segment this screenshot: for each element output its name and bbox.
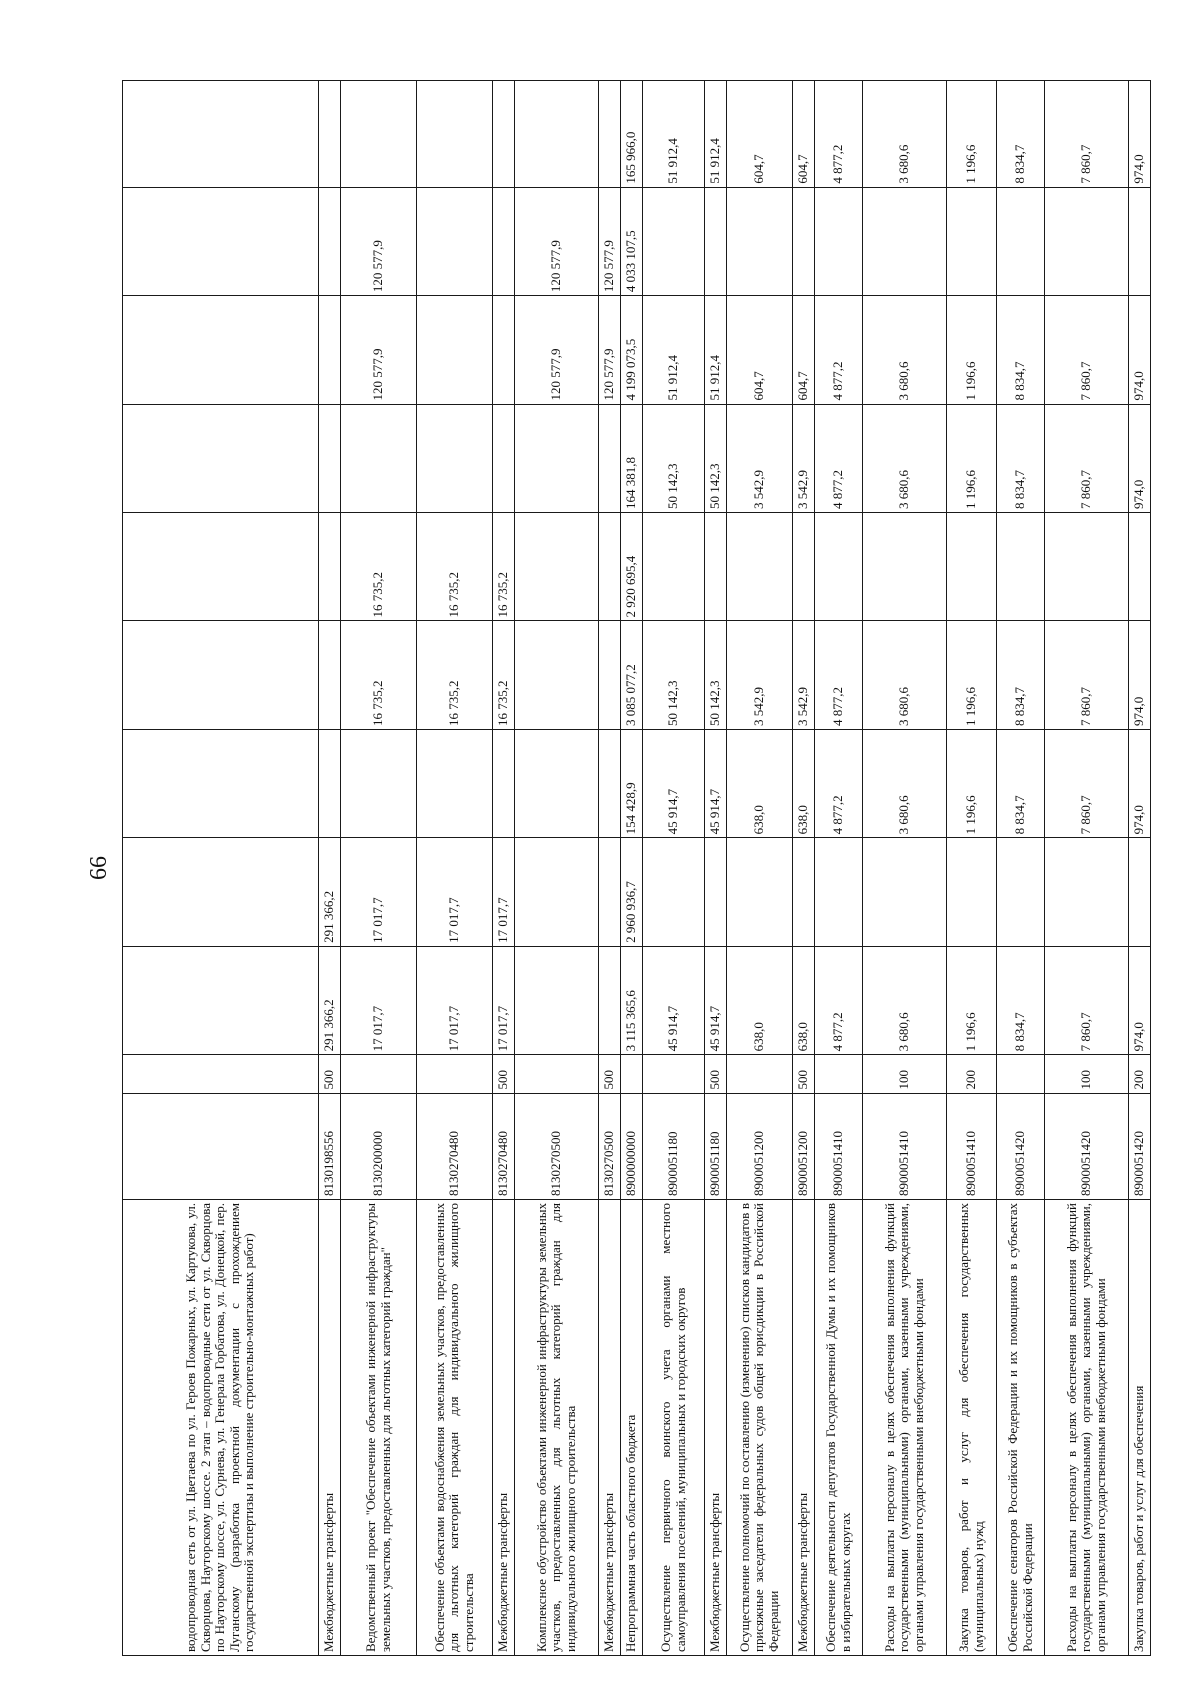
amount-year2-federal: 3 680,6 <box>863 404 947 512</box>
amount-year3-total: 3 680,6 <box>863 296 947 404</box>
amount-year1-total: 45 914,7 <box>705 946 727 1054</box>
amount-year2-federal: 164 381,8 <box>621 404 643 512</box>
amount-year2-regional: 16 735,2 <box>341 513 417 621</box>
amount-year2-federal <box>123 404 319 512</box>
target-article-code: 8900051420 <box>997 1093 1045 1199</box>
amount-year1-federal: 45 914,7 <box>643 729 705 837</box>
table-row <box>997 81 1045 1656</box>
amount-year2-federal <box>493 404 515 512</box>
amount-year1-total: 4 877,2 <box>815 946 863 1054</box>
table-row <box>793 81 815 1656</box>
amount-year2-total: 16 735,2 <box>493 621 515 729</box>
amount-year1-federal <box>123 729 319 837</box>
table-row <box>947 81 997 1656</box>
amount-year3-federal: 604,7 <box>727 81 793 188</box>
amount-year2-total <box>319 621 341 729</box>
amount-year3-regional <box>493 187 515 295</box>
table-row <box>599 81 621 1656</box>
amount-year3-federal: 51 912,4 <box>643 81 705 188</box>
amount-year3-total: 51 912,4 <box>643 296 705 404</box>
amount-year3-regional: 120 577,9 <box>341 187 417 295</box>
budget-table <box>122 80 1151 1656</box>
amount-year2-regional <box>515 513 599 621</box>
amount-year1-total: 17 017,7 <box>493 946 515 1054</box>
amount-year1-regional <box>123 838 319 946</box>
amount-year2-total: 50 142,3 <box>643 621 705 729</box>
amount-year2-regional <box>863 513 947 621</box>
table-row <box>705 81 727 1656</box>
amount-year1-federal <box>515 729 599 837</box>
row-name: Межбюджетные трансферты <box>319 1199 341 1655</box>
amount-year2-total: 4 877,2 <box>815 621 863 729</box>
amount-year2-regional <box>705 513 727 621</box>
row-name: Ведомственный проект "Обеспечение объектами инженерной инфраструктуры земельных участков, предоставленных для льготных категорий граждан" <box>341 1199 417 1655</box>
target-article-code: 8900051420 <box>1045 1093 1129 1199</box>
amount-year1-regional <box>727 838 793 946</box>
expense-type-code <box>997 1055 1045 1093</box>
amount-year3-regional: 4 033 107,5 <box>621 187 643 295</box>
expense-type-code <box>727 1055 793 1093</box>
amount-year2-total: 3 542,9 <box>727 621 793 729</box>
amount-year3-total: 4 199 073,5 <box>621 296 643 404</box>
amount-year2-regional <box>599 513 621 621</box>
amount-year3-federal: 8 834,7 <box>997 81 1045 188</box>
amount-year3-total: 120 577,9 <box>599 296 621 404</box>
amount-year2-federal: 8 834,7 <box>997 404 1045 512</box>
amount-year2-total: 1 196,6 <box>947 621 997 729</box>
target-article-code: 8900051420 <box>1129 1093 1151 1199</box>
row-name: Обеспечение объектами водоснабжения земельных участков, предоставленных для льготных категорий граждан для индивидуального жилищного строительства <box>417 1199 493 1655</box>
amount-year2-total: 3 680,6 <box>863 621 947 729</box>
amount-year2-regional <box>815 513 863 621</box>
amount-year2-federal <box>341 404 417 512</box>
amount-year2-federal: 974,0 <box>1129 404 1151 512</box>
amount-year3-regional <box>815 187 863 295</box>
amount-year1-total: 1 196,6 <box>947 946 997 1054</box>
amount-year1-total <box>515 946 599 1054</box>
target-article-code: 8900051410 <box>815 1093 863 1199</box>
table-row <box>621 81 643 1656</box>
amount-year2-regional <box>1045 513 1129 621</box>
amount-year2-regional: 2 920 695,4 <box>621 513 643 621</box>
target-article-code: 8130200000 <box>341 1093 417 1199</box>
expense-type-code: 100 <box>1045 1055 1129 1093</box>
table-row <box>727 81 793 1656</box>
amount-year1-federal: 45 914,7 <box>705 729 727 837</box>
expense-type-code <box>621 1055 643 1093</box>
amount-year2-federal: 4 877,2 <box>815 404 863 512</box>
row-name: Межбюджетные трансферты <box>705 1199 727 1655</box>
expense-type-code <box>815 1055 863 1093</box>
amount-year1-regional <box>947 838 997 946</box>
amount-year3-total: 604,7 <box>727 296 793 404</box>
target-article-code: 8900051180 <box>705 1093 727 1199</box>
amount-year2-total: 16 735,2 <box>417 621 493 729</box>
amount-year1-total <box>123 946 319 1054</box>
row-name: водопроводная сеть от ул. Цветаева по ул. Героев Пожарных, ул. Картукова, ул. Скворцова, Науторскому шоссе. 2 этап – водопроводные сети от ул. Скворцова по Науторскому шоссе, ул. Сурнева, ул. Генерала Горбатова, ул. Донецкой, пер. Луганскому (разработка проектной документации с прохождением государственной экспертизы и выполнение строительно-монтажных работ) <box>123 1199 319 1655</box>
amount-year3-regional <box>947 187 997 295</box>
amount-year2-federal <box>319 404 341 512</box>
table-row <box>1129 81 1151 1656</box>
amount-year1-federal: 1 196,6 <box>947 729 997 837</box>
amount-year2-total: 7 860,7 <box>1045 621 1129 729</box>
amount-year2-federal: 3 542,9 <box>793 404 815 512</box>
amount-year3-regional <box>643 187 705 295</box>
target-article-code: 8130270480 <box>493 1093 515 1199</box>
amount-year3-total: 8 834,7 <box>997 296 1045 404</box>
row-name: Непрограммная часть областного бюджета <box>621 1199 643 1655</box>
amount-year2-total: 3 085 077,2 <box>621 621 643 729</box>
amount-year3-federal <box>417 81 493 188</box>
expense-type-code: 200 <box>947 1055 997 1093</box>
table-row <box>493 81 515 1656</box>
amount-year2-regional <box>793 513 815 621</box>
amount-year3-regional <box>1129 187 1151 295</box>
row-name: Комплексное обустройство объектами инженерной инфраструктуры земельных участков, предоставленных для льготных категорий граждан для индивидуального жилищного строительства <box>515 1199 599 1655</box>
amount-year3-federal: 165 966,0 <box>621 81 643 188</box>
amount-year3-regional <box>793 187 815 295</box>
row-name: Расходы на выплаты персоналу в целях обеспечения выполнения функций государственными (муниципальными) органами, казенными учреждениями, органами управления государственными внебюджетными фондами <box>1045 1199 1129 1655</box>
amount-year1-federal: 638,0 <box>793 729 815 837</box>
expense-type-code: 200 <box>1129 1055 1151 1093</box>
row-name: Обеспечение деятельности депутатов Государственной Думы и их помощников в избирательных округах <box>815 1199 863 1655</box>
table-row <box>863 81 947 1656</box>
row-name: Осуществление первичного воинского учета органами местного самоуправления поселений, муниципальных и городских округов <box>643 1199 705 1655</box>
amount-year1-total: 638,0 <box>793 946 815 1054</box>
amount-year2-regional <box>1129 513 1151 621</box>
amount-year1-federal: 4 877,2 <box>815 729 863 837</box>
amount-year3-federal: 1 196,6 <box>947 81 997 188</box>
amount-year2-regional <box>727 513 793 621</box>
amount-year1-total: 3 115 365,6 <box>621 946 643 1054</box>
amount-year2-regional <box>643 513 705 621</box>
amount-year1-regional: 291 366,2 <box>319 838 341 946</box>
amount-year1-federal: 3 680,6 <box>863 729 947 837</box>
amount-year3-regional <box>727 187 793 295</box>
amount-year2-total: 8 834,7 <box>997 621 1045 729</box>
amount-year1-regional: 17 017,7 <box>341 838 417 946</box>
expense-type-code <box>341 1055 417 1093</box>
expense-type-code <box>515 1055 599 1093</box>
amount-year1-federal <box>417 729 493 837</box>
row-name: Межбюджетные трансферты <box>599 1199 621 1655</box>
amount-year1-regional <box>997 838 1045 946</box>
amount-year3-total <box>123 296 319 404</box>
row-name: Межбюджетные трансферты <box>493 1199 515 1655</box>
table-row <box>417 81 493 1656</box>
target-article-code: 8900000000 <box>621 1093 643 1199</box>
table-row <box>341 81 417 1656</box>
amount-year2-regional: 16 735,2 <box>417 513 493 621</box>
amount-year3-regional: 120 577,9 <box>515 187 599 295</box>
amount-year3-regional <box>123 187 319 295</box>
table-row <box>1045 81 1129 1656</box>
amount-year2-federal: 1 196,6 <box>947 404 997 512</box>
amount-year2-federal <box>417 404 493 512</box>
table-row <box>123 81 319 1656</box>
expense-type-code <box>643 1055 705 1093</box>
amount-year1-total: 17 017,7 <box>417 946 493 1054</box>
row-name: Обеспечение сенаторов Российской Федерации и их помощников в субъектах Российской Федерации <box>997 1199 1045 1655</box>
amount-year3-regional <box>417 187 493 295</box>
amount-year1-regional <box>863 838 947 946</box>
amount-year1-federal <box>493 729 515 837</box>
amount-year3-federal: 604,7 <box>793 81 815 188</box>
amount-year3-federal <box>319 81 341 188</box>
amount-year1-total: 291 366,2 <box>319 946 341 1054</box>
table-row <box>815 81 863 1656</box>
amount-year3-federal: 7 860,7 <box>1045 81 1129 188</box>
amount-year3-regional <box>319 187 341 295</box>
expense-type-code <box>417 1055 493 1093</box>
amount-year2-federal <box>599 404 621 512</box>
target-article-code <box>123 1093 319 1199</box>
expense-type-code: 500 <box>319 1055 341 1093</box>
page-number: 66 <box>86 856 112 880</box>
amount-year1-regional <box>515 838 599 946</box>
target-article-code: 8130198556 <box>319 1093 341 1199</box>
amount-year3-total: 7 860,7 <box>1045 296 1129 404</box>
expense-type-code <box>123 1055 319 1093</box>
amount-year3-federal <box>341 81 417 188</box>
amount-year3-total: 1 196,6 <box>947 296 997 404</box>
row-name: Закупка товаров, работ и услуг для обеспечения <box>1129 1199 1151 1655</box>
amount-year2-federal: 50 142,3 <box>643 404 705 512</box>
amount-year2-regional: 16 735,2 <box>493 513 515 621</box>
amount-year1-regional <box>599 838 621 946</box>
amount-year3-regional: 120 577,9 <box>599 187 621 295</box>
amount-year1-regional <box>705 838 727 946</box>
amount-year2-total: 974,0 <box>1129 621 1151 729</box>
amount-year2-regional <box>123 513 319 621</box>
amount-year3-federal: 51 912,4 <box>705 81 727 188</box>
amount-year2-total <box>515 621 599 729</box>
rotated-page <box>84 80 1147 1656</box>
amount-year1-regional: 17 017,7 <box>417 838 493 946</box>
amount-year3-federal: 4 877,2 <box>815 81 863 188</box>
table-row <box>319 81 341 1656</box>
amount-year1-regional <box>643 838 705 946</box>
target-article-code: 8130270500 <box>515 1093 599 1199</box>
amount-year2-federal: 7 860,7 <box>1045 404 1129 512</box>
amount-year2-regional <box>947 513 997 621</box>
amount-year1-regional <box>1129 838 1151 946</box>
amount-year1-federal <box>319 729 341 837</box>
amount-year3-total: 120 577,9 <box>515 296 599 404</box>
amount-year2-total: 3 542,9 <box>793 621 815 729</box>
amount-year2-regional <box>997 513 1045 621</box>
amount-year3-federal: 3 680,6 <box>863 81 947 188</box>
amount-year3-regional <box>863 187 947 295</box>
expense-type-code: 500 <box>705 1055 727 1093</box>
amount-year3-federal <box>515 81 599 188</box>
amount-year1-federal: 154 428,9 <box>621 729 643 837</box>
table-row <box>515 81 599 1656</box>
target-article-code: 8130270500 <box>599 1093 621 1199</box>
amount-year1-total: 8 834,7 <box>997 946 1045 1054</box>
amount-year3-regional <box>1045 187 1129 295</box>
amount-year1-total: 3 680,6 <box>863 946 947 1054</box>
amount-year1-total: 45 914,7 <box>643 946 705 1054</box>
amount-year3-total <box>493 296 515 404</box>
amount-year1-regional <box>815 838 863 946</box>
amount-year2-federal: 3 542,9 <box>727 404 793 512</box>
amount-year3-total <box>319 296 341 404</box>
expense-type-code: 500 <box>599 1055 621 1093</box>
amount-year1-regional: 2 960 936,7 <box>621 838 643 946</box>
amount-year1-total: 7 860,7 <box>1045 946 1129 1054</box>
amount-year1-total: 17 017,7 <box>341 946 417 1054</box>
amount-year1-federal: 974,0 <box>1129 729 1151 837</box>
row-name: Межбюджетные трансферты <box>793 1199 815 1655</box>
row-name: Расходы на выплаты персоналу в целях обеспечения выполнения функций государственными (муниципальными) органами, казенными учреждениями, органами управления государственными внебюджетными фондами <box>863 1199 947 1655</box>
target-article-code: 8900051410 <box>863 1093 947 1199</box>
expense-type-code: 500 <box>493 1055 515 1093</box>
amount-year1-federal <box>599 729 621 837</box>
expense-type-code: 500 <box>793 1055 815 1093</box>
amount-year1-federal: 7 860,7 <box>1045 729 1129 837</box>
target-article-code: 8900051200 <box>793 1093 815 1199</box>
amount-year2-federal <box>515 404 599 512</box>
amount-year1-total: 974,0 <box>1129 946 1151 1054</box>
target-article-code: 8900051200 <box>727 1093 793 1199</box>
target-article-code: 8130270480 <box>417 1093 493 1199</box>
amount-year3-federal: 974,0 <box>1129 81 1151 188</box>
amount-year1-total <box>599 946 621 1054</box>
expense-type-code: 100 <box>863 1055 947 1093</box>
amount-year3-federal <box>599 81 621 188</box>
row-name: Закупка товаров, работ и услуг для обеспечения государственных (муниципальных) нужд <box>947 1199 997 1655</box>
amount-year1-total: 638,0 <box>727 946 793 1054</box>
amount-year3-total: 51 912,4 <box>705 296 727 404</box>
amount-year3-total: 120 577,9 <box>341 296 417 404</box>
amount-year2-total: 50 142,3 <box>705 621 727 729</box>
amount-year2-total <box>123 621 319 729</box>
amount-year3-total: 4 877,2 <box>815 296 863 404</box>
amount-year3-total: 604,7 <box>793 296 815 404</box>
amount-year1-regional <box>793 838 815 946</box>
amount-year1-federal: 638,0 <box>727 729 793 837</box>
amount-year3-total <box>417 296 493 404</box>
amount-year2-total <box>599 621 621 729</box>
amount-year3-regional <box>705 187 727 295</box>
amount-year3-federal <box>123 81 319 188</box>
target-article-code: 8900051410 <box>947 1093 997 1199</box>
row-name: Осуществление полномочий по составлению (изменению) списков кандидатов в присяжные заседатели федеральных судов общей юрисдикции в Российской Федерации <box>727 1199 793 1655</box>
amount-year1-federal: 8 834,7 <box>997 729 1045 837</box>
amount-year1-regional: 17 017,7 <box>493 838 515 946</box>
amount-year2-federal: 50 142,3 <box>705 404 727 512</box>
amount-year1-regional <box>1045 838 1129 946</box>
target-article-code: 8900051180 <box>643 1093 705 1199</box>
amount-year2-total: 16 735,2 <box>341 621 417 729</box>
amount-year3-federal <box>493 81 515 188</box>
amount-year1-federal <box>341 729 417 837</box>
amount-year3-regional <box>997 187 1045 295</box>
amount-year2-regional <box>319 513 341 621</box>
table-row <box>643 81 705 1656</box>
amount-year3-total: 974,0 <box>1129 296 1151 404</box>
